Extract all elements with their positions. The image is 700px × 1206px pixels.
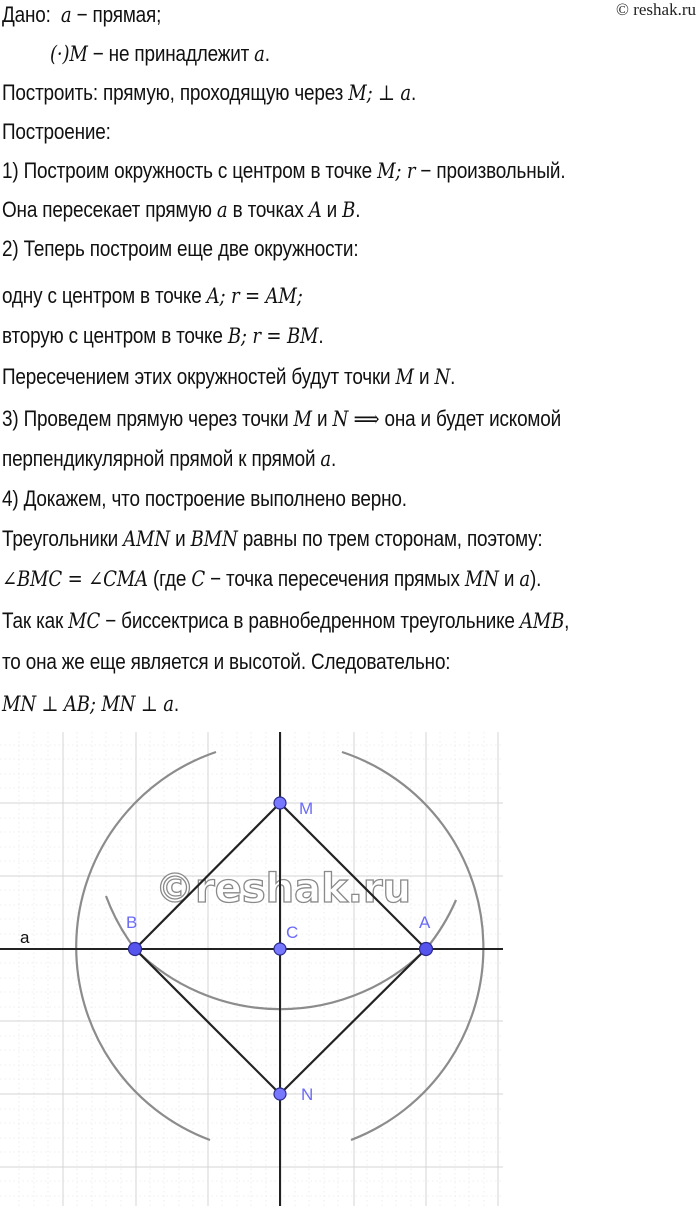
- math: MN ⊥ AB; MN ⊥ a: [2, 692, 174, 716]
- given-label: Дано:: [2, 2, 51, 27]
- punct: .: [411, 80, 417, 105]
- given-line-1: [2, 0, 161, 30]
- math: AMN: [123, 527, 170, 551]
- math: ∠BMC = ∠CMA: [2, 567, 148, 591]
- text: и: [498, 566, 520, 591]
- text: Треугольники: [2, 526, 124, 551]
- point-c: [274, 943, 286, 955]
- text: (где: [147, 566, 192, 591]
- text: 3) Проведем прямую через точки: [2, 406, 294, 431]
- label-m: M: [299, 799, 314, 818]
- step-line-13: [2, 647, 450, 677]
- text: и: [321, 197, 343, 222]
- given-text-2: − не принадлежит: [87, 41, 255, 66]
- math-a: a: [254, 42, 265, 66]
- point-n: [274, 1088, 286, 1100]
- given-line-2: [50, 39, 270, 69]
- math: C: [191, 567, 205, 591]
- step-line-7: [2, 404, 561, 434]
- given-text-1: − прямая;: [71, 2, 162, 27]
- text: перпендикулярной прямой к прямой: [2, 446, 321, 471]
- step-line-5: [2, 321, 323, 351]
- step-line-6: [2, 362, 455, 392]
- math: M; r: [377, 159, 416, 183]
- math: B; r = BM: [227, 324, 319, 348]
- label-a: A: [419, 913, 431, 932]
- text: ,: [564, 608, 570, 633]
- step-line-14: [2, 689, 179, 719]
- math: a: [320, 447, 332, 471]
- task-math: M; ⊥ a: [348, 81, 412, 105]
- text: − точка пересечения прямых: [204, 566, 465, 591]
- construction-heading: Построение:: [2, 119, 111, 144]
- math: N ⟹: [332, 407, 380, 431]
- math: N: [434, 365, 451, 389]
- text: равны по трем сторонам, поэтому:: [237, 526, 543, 551]
- text: и: [413, 364, 435, 389]
- text: 1) Построим окружность с центром в точке: [2, 158, 378, 183]
- math: A; r = AM;: [206, 284, 303, 308]
- step-line-2: [2, 195, 360, 225]
- construction-diagram: [0, 728, 700, 1206]
- math: AMB: [519, 609, 565, 633]
- math-a: a: [60, 3, 72, 27]
- arc-center-m-right-tail: [426, 900, 456, 949]
- text: − произвольный.: [415, 158, 566, 183]
- math-point-m: (·)M: [50, 42, 88, 66]
- text: .: [173, 691, 179, 716]
- text: .: [318, 323, 324, 348]
- point-b: [129, 943, 142, 956]
- text: − биссектриса в равнобедренном треугольнике: [100, 608, 520, 633]
- text: Она пересекает прямую: [2, 197, 217, 222]
- task-label: Построить:: [2, 80, 98, 105]
- label-c: C: [286, 923, 299, 942]
- math: MN: [464, 567, 499, 591]
- math: a: [216, 198, 228, 222]
- text: в точках: [227, 197, 309, 222]
- text: 4) Докажем, что построение выполнено верно.: [2, 486, 407, 511]
- text: и: [169, 526, 191, 551]
- text: .: [355, 197, 361, 222]
- step-line-1: [2, 156, 565, 186]
- step-line-11: [2, 564, 541, 594]
- step-line-8: [2, 444, 336, 474]
- step-line-9: [2, 484, 407, 514]
- text: Пересечением этих окружностей будут точки: [2, 364, 396, 389]
- text: она и будет искомой: [379, 406, 562, 431]
- point-m: [274, 797, 286, 809]
- math: B: [342, 198, 356, 222]
- text: вторую с центром в точке: [2, 323, 228, 348]
- text: одну с центром в точке: [2, 283, 207, 308]
- text: .: [450, 364, 456, 389]
- punct: .: [264, 41, 270, 66]
- label-b: B: [126, 913, 138, 932]
- label-line-a: a: [20, 928, 30, 947]
- task-line: [2, 78, 416, 108]
- step-line-3: [2, 234, 358, 264]
- math: BMN: [190, 527, 238, 551]
- label-n: N: [301, 1085, 314, 1104]
- text: 2) Теперь построим еще две окружности:: [2, 236, 359, 261]
- watermark-top-right: © reshak.ru: [616, 0, 696, 19]
- text: .: [331, 446, 337, 471]
- watermark-diagram: ©reshak.ru: [155, 866, 412, 912]
- math: MC: [68, 609, 101, 633]
- text: и: [311, 406, 333, 431]
- point-a: [420, 943, 433, 956]
- step-line-4: [2, 281, 303, 311]
- text: то она же еще является и высотой. Следовательно:: [2, 649, 451, 674]
- text: Так как: [2, 608, 69, 633]
- math: a: [519, 567, 530, 591]
- task-text: прямую, проходящую через: [97, 80, 349, 105]
- arc-center-b: [342, 752, 483, 1140]
- grid: [0, 732, 503, 1206]
- math: A: [308, 198, 322, 222]
- arc-center-a: [76, 752, 216, 1140]
- math: M: [395, 365, 414, 389]
- step-line-10: [2, 524, 542, 554]
- text: ).: [529, 566, 542, 591]
- math: M: [293, 407, 312, 431]
- step-line-12: [2, 606, 569, 636]
